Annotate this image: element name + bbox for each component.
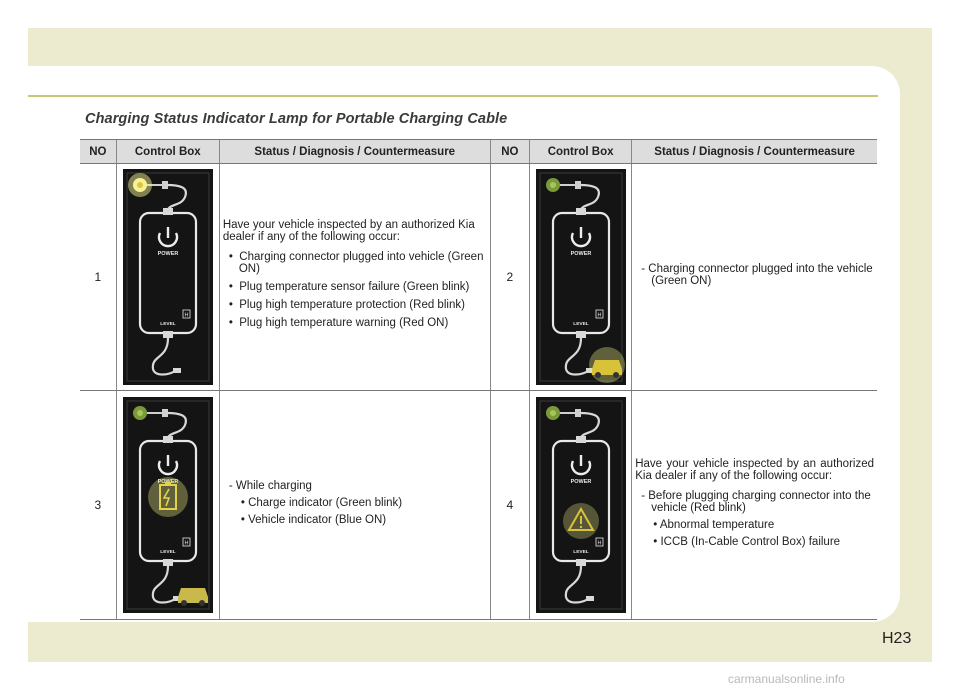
control-box-2 xyxy=(530,164,632,391)
header-no-2: NO xyxy=(490,140,529,164)
status-intro: Have your vehicle inspected by an authorized Kia dealer if any of the following occur: xyxy=(222,219,475,243)
section-rule xyxy=(28,95,878,97)
status-bullet: • Plug high temperature protection (Red blink) xyxy=(228,299,465,311)
status-bullet: • Plug high temperature warning (Red ON) xyxy=(228,317,449,329)
control-box-illustration xyxy=(536,397,626,613)
control-box-4 xyxy=(530,391,632,620)
control-box-1 xyxy=(116,164,219,391)
table-header-row xyxy=(80,140,877,164)
indicator-table xyxy=(80,139,877,620)
status-dash-item: - Before plugging charging connector into the vehicle (Red blink) xyxy=(641,489,871,514)
section-title: Charging Status Indicator Lamp for Portable Charging Cable xyxy=(85,111,508,127)
status-sub-item: • Vehicle indicator (Blue ON) xyxy=(240,513,387,526)
control-box-illustration xyxy=(123,169,213,385)
status-sub-item: • ICCB (In-Cable Control Box) failure xyxy=(653,535,841,548)
row-number: 2 xyxy=(490,164,529,391)
status-intro: Have your vehicle inspected by an authorized Kia dealer if any of the following occur: xyxy=(635,457,874,482)
row-number: 4 xyxy=(490,391,529,620)
header-status: Status / Diagnosis / Countermeasure xyxy=(219,140,490,164)
header-control-box-2: Control Box xyxy=(530,140,632,164)
header-no: NO xyxy=(80,140,116,164)
table-row xyxy=(80,391,877,620)
status-bullet: • Charging connector plugged into vehicle (Green ON) xyxy=(228,251,484,275)
status-text-4 xyxy=(632,391,877,620)
row-number: 3 xyxy=(80,391,116,620)
header-status-2: Status / Diagnosis / Countermeasure xyxy=(632,140,877,164)
status-text-3 xyxy=(219,391,490,620)
status-dash-item: - Charging connector plugged into the vehicle (Green ON) xyxy=(641,262,873,287)
watermark: carmanualsonline.info xyxy=(728,672,845,686)
control-box-illustration xyxy=(123,397,213,613)
status-text-1 xyxy=(219,164,490,391)
status-sub-item: • Charge indicator (Green blink) xyxy=(240,496,403,509)
page-number: H23 xyxy=(882,630,912,647)
row-number: 1 xyxy=(80,164,116,391)
control-box-3 xyxy=(116,391,219,620)
status-dash-item: - While charging xyxy=(228,479,312,492)
status-text-2 xyxy=(632,164,877,391)
status-sub-item: • Abnormal temperature xyxy=(653,518,775,531)
control-box-illustration xyxy=(536,169,626,385)
header-control-box: Control Box xyxy=(116,140,219,164)
status-bullet: • Plug temperature sensor failure (Green blink) xyxy=(228,281,470,293)
table-row xyxy=(80,164,877,391)
